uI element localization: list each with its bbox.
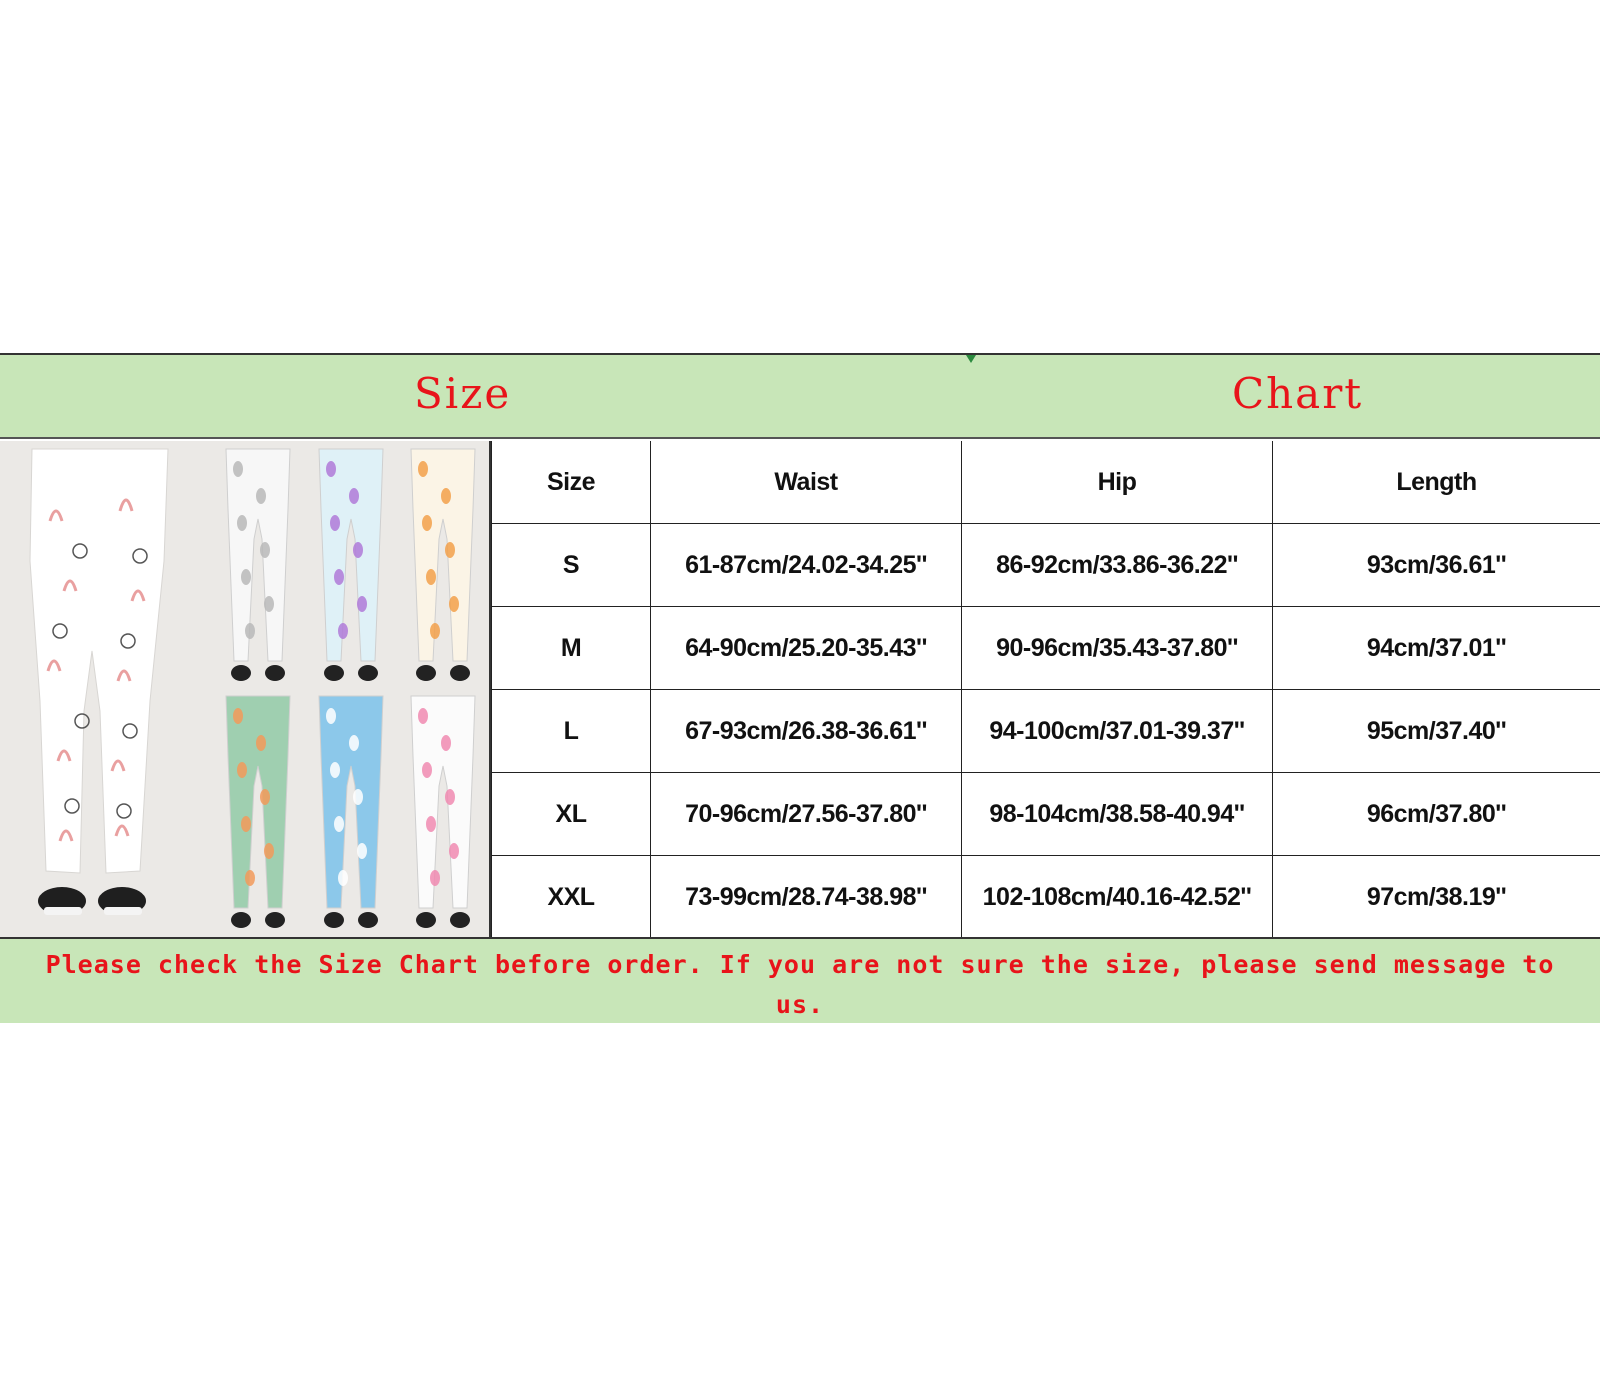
leggings-product-photo [0, 441, 491, 937]
table-row-hip-cell: 86-92cm/33.86-36.22'' [962, 524, 1273, 607]
table-row [492, 524, 1600, 607]
table-row-size-cell: XL [492, 773, 651, 856]
table-row-length-cell: 96cm/37.80'' [1273, 773, 1600, 856]
table-row-waist-cell: 64-90cm/25.20-35.43'' [651, 607, 962, 690]
table-header-row-hip-cell: Hip [962, 441, 1273, 524]
table-row [492, 607, 1600, 690]
table-header-row [492, 441, 1600, 524]
table-row-length-cell: 95cm/37.40'' [1273, 690, 1600, 773]
table-row-hip-cell: 102-108cm/40.16-42.52'' [962, 856, 1273, 939]
table-row [492, 773, 1600, 856]
table-row-length-cell: 94cm/37.01'' [1273, 607, 1600, 690]
table-header-row-length-cell: Length [1273, 441, 1600, 524]
table-row-size-cell: S [492, 524, 651, 607]
table-row-length-cell: 93cm/36.61'' [1273, 524, 1600, 607]
table-row-hip-cell: 98-104cm/38.58-40.94'' [962, 773, 1273, 856]
table-row-size-cell: L [492, 690, 651, 773]
table-row-waist-cell: 70-96cm/27.56-37.80'' [651, 773, 962, 856]
table-row-hip-cell: 90-96cm/35.43-37.80'' [962, 607, 1273, 690]
leggings-illustration [0, 441, 489, 937]
table-row [492, 856, 1600, 939]
size-chart [0, 353, 1600, 1023]
table-row-hip-cell: 94-100cm/37.01-39.37'' [962, 690, 1273, 773]
table-row-waist-cell: 61-87cm/24.02-34.25'' [651, 524, 962, 607]
table-header-row-size-cell: Size [492, 441, 651, 524]
table-row-size-cell: M [492, 607, 651, 690]
table-row-size-cell: XXL [492, 856, 651, 939]
footer-note: Please check the Size Chart before order. If you are not sure the size, please send message to us. [45, 950, 1555, 1019]
banner-word-size: Size [414, 369, 512, 418]
table-row-length-cell: 97cm/38.19'' [1273, 856, 1600, 939]
table-row [492, 690, 1600, 773]
table-row-waist-cell: 67-93cm/26.38-36.61'' [651, 690, 962, 773]
table-header-row-waist-cell: Waist [651, 441, 962, 524]
table-row-waist-cell: 73-99cm/28.74-38.98'' [651, 856, 962, 939]
size-table [491, 441, 1600, 939]
footer-note-bar [0, 937, 1600, 1023]
corner-marker [966, 355, 976, 363]
chart-banner [0, 355, 1600, 439]
banner-word-chart: Chart [1232, 369, 1364, 418]
